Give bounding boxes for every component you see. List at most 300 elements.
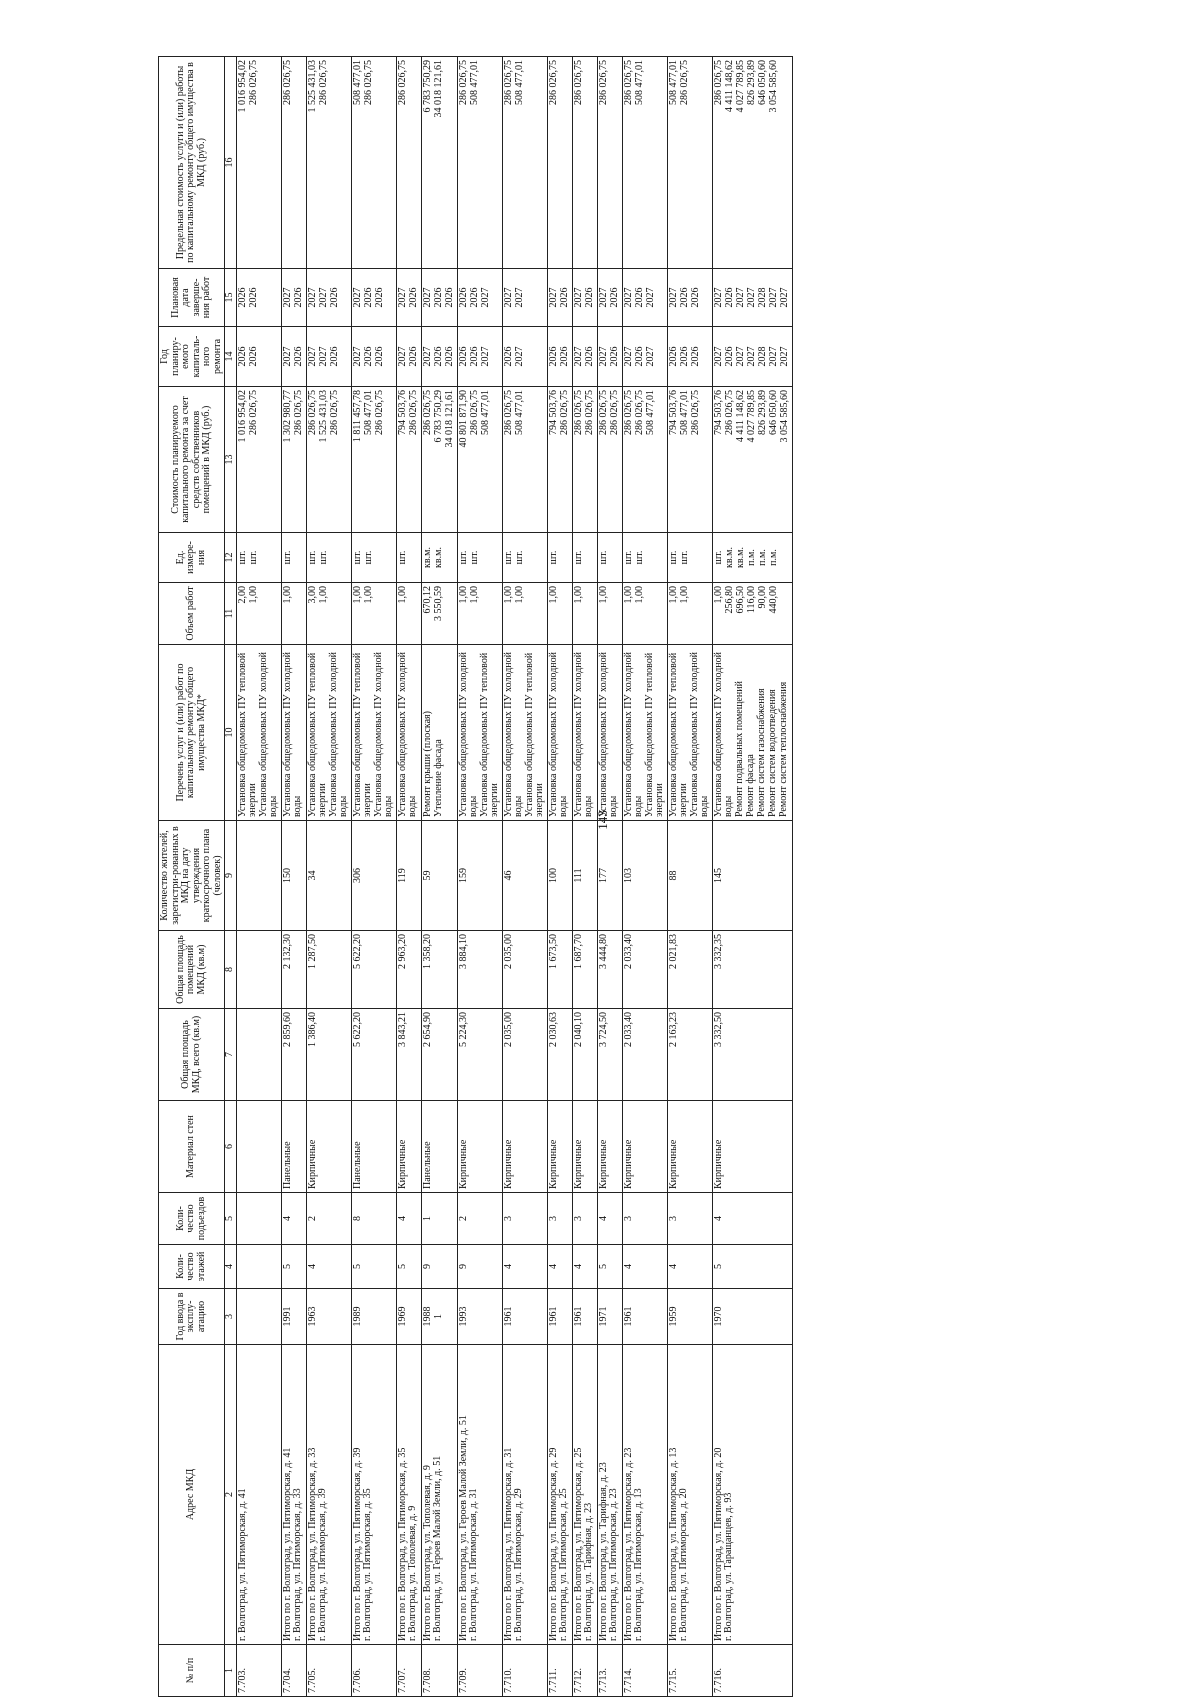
- year-extra: 1: [432, 1314, 444, 1319]
- row-number: 7.708.: [421, 1645, 457, 1697]
- unit-cell: [667, 533, 712, 583]
- plan-year-cell: [457, 327, 502, 387]
- table-row: [712, 57, 792, 1697]
- works-cell: [306, 645, 351, 821]
- cell-line: 2026: [608, 346, 620, 367]
- table-row: [622, 57, 667, 1697]
- cell-line: 2026: [443, 346, 455, 367]
- year-cell: [396, 1289, 421, 1345]
- cost-cell: [547, 387, 572, 533]
- floors-cell: 5: [281, 1245, 306, 1289]
- cell-line: 286 026,75: [597, 390, 609, 435]
- floors-cell: 4: [622, 1245, 667, 1289]
- unit-cell: [572, 533, 597, 583]
- cell-line: 2027: [513, 346, 525, 367]
- area-total-cell: 2 040,10: [572, 1009, 597, 1101]
- column-header: № п/п: [159, 1645, 225, 1697]
- column-header: Предельная стоимость услуги и (или) работы по капитальному ремонту общего имущества в МКД (руб.): [159, 57, 225, 269]
- cell-line: 256,80: [723, 586, 735, 614]
- cost-cell: [572, 387, 597, 533]
- cell-line: шт.: [457, 550, 469, 565]
- plan-year-cell: [597, 327, 622, 387]
- cell-line: шт.: [247, 550, 259, 565]
- floors-cell: 4: [547, 1245, 572, 1289]
- year-text: 1959: [667, 1306, 679, 1327]
- cell-line: 2026: [373, 346, 385, 367]
- floors-cell: [236, 1245, 281, 1289]
- cell-line: 286 026,75: [572, 60, 584, 105]
- cell-line: 2027: [572, 287, 584, 308]
- entrances-cell: 4: [281, 1193, 306, 1245]
- cell-line: 286 026,75: [712, 60, 724, 105]
- cell-line: 2026: [583, 287, 595, 308]
- limit-cost-cell: [351, 57, 396, 269]
- plan-year-cell: [281, 327, 306, 387]
- cell-line: 2026: [583, 346, 595, 367]
- column-number: 13: [225, 387, 237, 533]
- floors-cell: 5: [597, 1245, 622, 1289]
- finish-year-cell: [597, 269, 622, 327]
- unit-cell: [597, 533, 622, 583]
- cell-line: Ремонт систем теплоснабжения: [777, 681, 789, 817]
- entrances-cell: 2: [306, 1193, 351, 1245]
- column-header: Стоимость планируемого капитального ремонта за счет средств собственников помещений в МКД (руб.): [159, 387, 225, 533]
- cell-line: Установка общедомовых ПУ холодной воды: [597, 651, 619, 817]
- cell-line: Установка общедомовых ПУ тепловой энергии: [667, 652, 689, 817]
- address-cell: [281, 1345, 306, 1645]
- address-cell: [457, 1345, 502, 1645]
- column-header: Адрес МКД: [159, 1345, 225, 1645]
- cell-line: 286 026,75: [622, 60, 634, 105]
- column-number: 7: [225, 1009, 237, 1101]
- works-cell: [396, 645, 421, 821]
- cell-line: 286 026,75: [396, 60, 408, 105]
- area-rooms-cell: 2 033,40: [622, 931, 667, 1009]
- cell-line: кв.м.: [432, 547, 444, 568]
- total-label: Итого по г. Волгоград, ул. Пятиморская, д. 25: [572, 1447, 584, 1641]
- cell-line: 286 026,75: [622, 390, 634, 435]
- year-cell: [597, 1289, 622, 1345]
- cell-line: 2026: [547, 346, 559, 367]
- year-text: 1963: [306, 1306, 318, 1327]
- address-cell: [306, 1345, 351, 1645]
- cell-line: 2026: [689, 346, 701, 367]
- cell-line: 286 026,75: [407, 390, 419, 435]
- residents-cell: 46: [502, 821, 547, 931]
- cell-line: 2026: [407, 287, 419, 308]
- walls-cell: Панельные: [281, 1101, 306, 1193]
- cost-cell: [281, 387, 306, 533]
- unit-cell: [351, 533, 396, 583]
- cell-line: 3 054 585,60: [778, 390, 790, 443]
- entrances-cell: 2: [457, 1193, 502, 1245]
- cell-line: 2027: [622, 346, 634, 367]
- table-row: [421, 57, 457, 1697]
- row-number: 7.704.: [281, 1645, 306, 1697]
- year-cell: [712, 1289, 792, 1345]
- cell-line: шт.: [678, 550, 690, 565]
- year-text: 1961: [622, 1306, 634, 1327]
- works-cell: [457, 645, 502, 821]
- cell-line: 286 026,75: [558, 390, 570, 435]
- cell-line: 1,00: [247, 586, 259, 604]
- year-cell: [421, 1289, 457, 1345]
- cell-line: 2027: [317, 287, 329, 308]
- cell-line: Установка общедомовых ПУ холодной воды: [281, 651, 303, 817]
- cell-line: 4 027 789,85: [745, 390, 757, 443]
- works-cell: [712, 645, 792, 821]
- cell-line: Ремонт фасада: [744, 754, 756, 817]
- cell-line: 2027: [479, 287, 491, 308]
- address-cell: [572, 1345, 597, 1645]
- cell-line: 286 026,75: [362, 60, 374, 105]
- cell-line: шт.: [236, 550, 248, 565]
- limit-cost-cell: [281, 57, 306, 269]
- finish-year-cell: [421, 269, 457, 327]
- cell-line: 2027: [281, 287, 293, 308]
- cell-line: 1,00: [622, 586, 634, 604]
- address-cell: [597, 1345, 622, 1645]
- cell-line: 34 018 121,61: [443, 390, 455, 448]
- column-number: 4: [225, 1245, 237, 1289]
- total-label: Итого по г. Волгоград, ул. Героев Малой Земли, д. 51: [457, 1415, 469, 1641]
- total-label: Итого по г. Волгоград, ул. Пятиморская, д. 31: [502, 1447, 514, 1641]
- entrances-cell: 1: [421, 1193, 457, 1245]
- floors-cell: 5: [396, 1245, 421, 1289]
- floors-cell: 4: [306, 1245, 351, 1289]
- cell-line: 2026: [292, 346, 304, 367]
- unit-cell: [622, 533, 667, 583]
- cell-line: 1,00: [396, 586, 408, 604]
- area-rooms-cell: 2 963,20: [396, 931, 421, 1009]
- cost-cell: [712, 387, 792, 533]
- cell-line: 4 411 148,62: [734, 390, 746, 443]
- address-text: г. Волгоград, ул. Пятиморская, д. 39: [317, 1488, 328, 1641]
- works-cell: [547, 645, 572, 821]
- address-cell: [547, 1345, 572, 1645]
- residents-cell: [236, 821, 281, 931]
- unit-cell: [457, 533, 502, 583]
- cell-line: 2027: [421, 346, 433, 367]
- cell-line: 286 026,75: [306, 390, 318, 435]
- area-rooms-cell: 2 035,00: [502, 931, 547, 1009]
- column-number: 1: [225, 1645, 237, 1697]
- area-total-cell: 2 163,23: [667, 1009, 712, 1101]
- cell-line: 2026: [236, 287, 248, 308]
- area-total-cell: 2 859,60: [281, 1009, 306, 1101]
- table-row: [351, 57, 396, 1697]
- cell-line: кв.м.: [734, 547, 746, 568]
- cell-line: Ремонт крыши (плоская): [421, 711, 433, 817]
- row-number: 7.712.: [572, 1645, 597, 1697]
- capital-repair-table: [158, 56, 793, 1697]
- cell-line: 1 016 954,02: [236, 60, 248, 113]
- cell-line: п.м.: [767, 549, 779, 566]
- cell-line: 508 477,01: [362, 390, 374, 435]
- unit-cell: [502, 533, 547, 583]
- total-label: Итого по г. Волгоград, ул. Пятиморская, д. 13: [667, 1447, 679, 1641]
- address-cell: [421, 1345, 457, 1645]
- walls-cell: Кирпичные: [572, 1101, 597, 1193]
- cell-line: Ремонт подвальных помещений: [733, 681, 745, 817]
- column-number: 5: [225, 1193, 237, 1245]
- cell-line: 286 026,75: [608, 390, 620, 435]
- cell-line: 2027: [351, 346, 363, 367]
- limit-cost-cell: [396, 57, 421, 269]
- cell-line: 508 477,01: [351, 60, 363, 105]
- column-number: 2: [225, 1345, 237, 1645]
- area-total-cell: 2 033,40: [622, 1009, 667, 1101]
- cell-line: шт.: [667, 550, 679, 565]
- cell-line: 794 503,76: [712, 390, 724, 435]
- walls-cell: Кирпичные: [597, 1101, 622, 1193]
- cell-line: 2026: [443, 287, 455, 308]
- area-rooms-cell: 3 444,80: [597, 931, 622, 1009]
- column-number: 12: [225, 533, 237, 583]
- volume-cell: [622, 583, 667, 645]
- cell-line: 1,00: [572, 586, 584, 604]
- column-header: Плановая дата заверше-ния работ: [159, 269, 225, 327]
- cell-line: 2026: [468, 346, 480, 367]
- cell-line: 286 026,75: [457, 60, 469, 105]
- column-header: Количество жителей, зарегистри-рованных в МКД на дату утверждения краткосрочного плана (человек): [159, 821, 225, 931]
- floors-cell: 5: [712, 1245, 792, 1289]
- unit-cell: [281, 533, 306, 583]
- volume-cell: [421, 583, 457, 645]
- column-header: Коли-чество подъездов: [159, 1193, 225, 1245]
- works-cell: [351, 645, 396, 821]
- residents-cell: 177: [597, 821, 622, 931]
- cell-line: 1,00: [362, 586, 374, 604]
- cell-line: 286 026,75: [583, 390, 595, 435]
- address-text: г. Волгоград, ул. Пятиморская, д. 29: [513, 1488, 524, 1641]
- works-cell: [421, 645, 457, 821]
- cell-line: 2026: [633, 287, 645, 308]
- cell-line: Установка общедомовых ПУ холодной воды: [327, 651, 349, 817]
- table-row: [306, 57, 351, 1697]
- year-cell: [306, 1289, 351, 1345]
- table-row: [502, 57, 547, 1697]
- walls-cell: Кирпичные: [622, 1101, 667, 1193]
- cell-line: 508 477,01: [667, 60, 679, 105]
- finish-year-cell: [712, 269, 792, 327]
- finish-year-cell: [236, 269, 281, 327]
- total-label: Итого по г. Волгоград, ул. Пятиморская, д. 23: [622, 1447, 634, 1641]
- year-cell: [572, 1289, 597, 1345]
- table-row: [457, 57, 502, 1697]
- cell-line: 1,00: [678, 586, 690, 604]
- cell-line: 286 026,75: [572, 390, 584, 435]
- column-header: Ед. измере-ния: [159, 533, 225, 583]
- address-text: г. Волгоград, ул. Таращанцев, д. 93: [723, 1492, 734, 1641]
- cell-line: 1 811 457,78: [351, 390, 363, 443]
- cell-line: 286 026,75: [247, 390, 259, 435]
- entrances-cell: 3: [547, 1193, 572, 1245]
- area-total-cell: 2 035,00: [502, 1009, 547, 1101]
- column-number: 14: [225, 327, 237, 387]
- area-rooms-cell: 3 332,35: [712, 931, 792, 1009]
- cell-line: 2027: [644, 346, 656, 367]
- limit-cost-cell: [306, 57, 351, 269]
- cell-line: 286 026,75: [421, 390, 433, 435]
- plan-year-cell: [236, 327, 281, 387]
- entrances-cell: 8: [351, 1193, 396, 1245]
- row-number: 7.715.: [667, 1645, 712, 1697]
- cell-line: 2026: [247, 346, 259, 367]
- address-text: г. Волгоград, ул. Пятиморская, д. 23: [608, 1488, 619, 1641]
- finish-year-cell: [622, 269, 667, 327]
- finish-year-cell: [457, 269, 502, 327]
- residents-cell: 59: [421, 821, 457, 931]
- cell-line: 508 477,01: [513, 60, 525, 105]
- row-number: 7.707.: [396, 1645, 421, 1697]
- works-cell: [622, 645, 667, 821]
- finish-year-cell: [547, 269, 572, 327]
- residents-cell: 150: [281, 821, 306, 931]
- cell-line: 1,00: [351, 586, 363, 604]
- cell-line: 286 026,75: [373, 390, 385, 435]
- area-total-cell: 5 622,20: [351, 1009, 396, 1101]
- column-header: Общая площадь помещений МКД (кв.м): [159, 931, 225, 1009]
- area-rooms-cell: 1 673,50: [547, 931, 572, 1009]
- cell-line: 1,00: [457, 586, 469, 604]
- area-rooms-cell: 2 021,83: [667, 931, 712, 1009]
- area-total-cell: 2 030,63: [547, 1009, 572, 1101]
- cell-line: 508 477,01: [678, 390, 690, 435]
- cell-line: шт.: [502, 550, 514, 565]
- area-total-cell: 3 843,21: [396, 1009, 421, 1101]
- column-header: Общая площадь МКД, всего (кв.м): [159, 1009, 225, 1101]
- cell-line: 2026: [236, 346, 248, 367]
- cell-line: 2027: [778, 287, 790, 308]
- row-number: 7.706.: [351, 1645, 396, 1697]
- page-number: 143: [594, 810, 610, 830]
- address-text: г. Волгоград, ул. Пятиморская, д. 20: [678, 1488, 689, 1641]
- cell-line: Установка общедомовых ПУ холодной воды: [372, 651, 394, 817]
- cell-line: 2026: [457, 346, 469, 367]
- cell-line: шт.: [513, 550, 525, 565]
- entrances-cell: 4: [597, 1193, 622, 1245]
- cell-line: 2027: [547, 287, 559, 308]
- cost-cell: [457, 387, 502, 533]
- column-header: Год планиру-емого капиталь-ного ремонта: [159, 327, 225, 387]
- floors-cell: 9: [421, 1245, 457, 1289]
- row-number: 7.709.: [457, 1645, 502, 1697]
- works-cell: [667, 645, 712, 821]
- residents-cell: 88: [667, 821, 712, 931]
- cell-line: 286 026,75: [281, 60, 293, 105]
- table-body: [236, 57, 792, 1697]
- cell-line: 2027: [745, 287, 757, 308]
- works-cell: [502, 645, 547, 821]
- cell-line: 3 550,59: [432, 586, 444, 621]
- cell-line: 2026: [328, 287, 340, 308]
- year-text: 1961: [572, 1306, 584, 1327]
- cell-line: 2027: [306, 346, 318, 367]
- cell-line: 2026: [247, 287, 259, 308]
- cell-line: шт.: [396, 550, 408, 565]
- year-cell: [281, 1289, 306, 1345]
- cell-line: 1 302 980,77: [281, 390, 293, 443]
- cell-line: 1 525 431,03: [306, 60, 318, 113]
- cell-line: 670,12: [421, 586, 433, 614]
- residents-cell: 111: [572, 821, 597, 931]
- cell-line: 116,00: [745, 586, 757, 614]
- entrances-cell: 4: [712, 1193, 792, 1245]
- cell-line: 826 293,89: [756, 390, 768, 435]
- cell-line: 508 477,01: [479, 390, 491, 435]
- area-rooms-cell: 1 687,70: [572, 931, 597, 1009]
- cell-line: 2027: [734, 287, 746, 308]
- residents-cell: 306: [351, 821, 396, 931]
- address-text: г. Волгоград, ул. Пятиморская, д. 35: [362, 1488, 373, 1641]
- area-rooms-cell: 3 884,10: [457, 931, 502, 1009]
- address-text: г. Волгоград, ул. Пятиморская, д. 31: [468, 1488, 479, 1641]
- cell-line: 2027: [317, 346, 329, 367]
- cell-line: 2027: [597, 346, 609, 367]
- row-number: 7.714.: [622, 1645, 667, 1697]
- cell-line: 286 026,75: [292, 390, 304, 435]
- cell-line: 794 503,76: [396, 390, 408, 435]
- column-header: Год ввода в эксплу-атацию: [159, 1289, 225, 1345]
- cell-line: шт.: [597, 550, 609, 565]
- cell-line: 2028: [756, 346, 768, 367]
- address-cell: [622, 1345, 667, 1645]
- total-label: Итого по г. Волгоград, ул. Пятиморская, д. 20: [712, 1447, 724, 1641]
- finish-year-cell: [306, 269, 351, 327]
- cell-line: 1,00: [667, 586, 679, 604]
- volume-cell: [712, 583, 792, 645]
- row-number: 7.713.: [597, 1645, 622, 1697]
- cell-line: 2026: [689, 287, 701, 308]
- volume-cell: [457, 583, 502, 645]
- finish-year-cell: [572, 269, 597, 327]
- limit-cost-cell: [457, 57, 502, 269]
- address-cell: [712, 1345, 792, 1645]
- cell-line: 508 477,01: [513, 390, 525, 435]
- row-number: 7.716.: [712, 1645, 792, 1697]
- cell-line: п.м.: [756, 549, 768, 566]
- entrances-cell: 4: [396, 1193, 421, 1245]
- column-number: 16: [225, 57, 237, 269]
- cell-line: 286 026,75: [502, 60, 514, 105]
- cell-line: 2,00: [236, 586, 248, 604]
- entrances-cell: 3: [622, 1193, 667, 1245]
- cell-line: 2026: [633, 346, 645, 367]
- area-rooms-cell: 2 132,30: [281, 931, 306, 1009]
- year-text: 1988: [421, 1306, 433, 1327]
- cell-line: 2027: [734, 346, 746, 367]
- year-text: 1991: [281, 1306, 293, 1327]
- cell-line: кв.м.: [723, 547, 735, 568]
- cell-line: 2026: [558, 287, 570, 308]
- address-text: г. Волгоград, ул. Тарифная, д. 23: [583, 1502, 594, 1641]
- cell-line: 2027: [396, 287, 408, 308]
- area-total-cell: 2 654,90: [421, 1009, 457, 1101]
- total-label: Итого по г. Волгоград, ул. Тарифная, д. 23: [597, 1462, 609, 1641]
- year-text: 1961: [502, 1306, 514, 1327]
- cell-line: 794 503,76: [667, 390, 679, 435]
- cell-line: 6 783 750,29: [421, 60, 433, 113]
- volume-cell: [281, 583, 306, 645]
- volume-cell: [667, 583, 712, 645]
- total-label: Итого по г. Волгоград, ул. Пятиморская, д. 39: [351, 1447, 363, 1641]
- cell-line: 286 026,75: [597, 60, 609, 105]
- volume-cell: [502, 583, 547, 645]
- cell-line: Установка общедомовых ПУ холодной воды: [502, 651, 524, 817]
- limit-cost-cell: [622, 57, 667, 269]
- plan-year-cell: [396, 327, 421, 387]
